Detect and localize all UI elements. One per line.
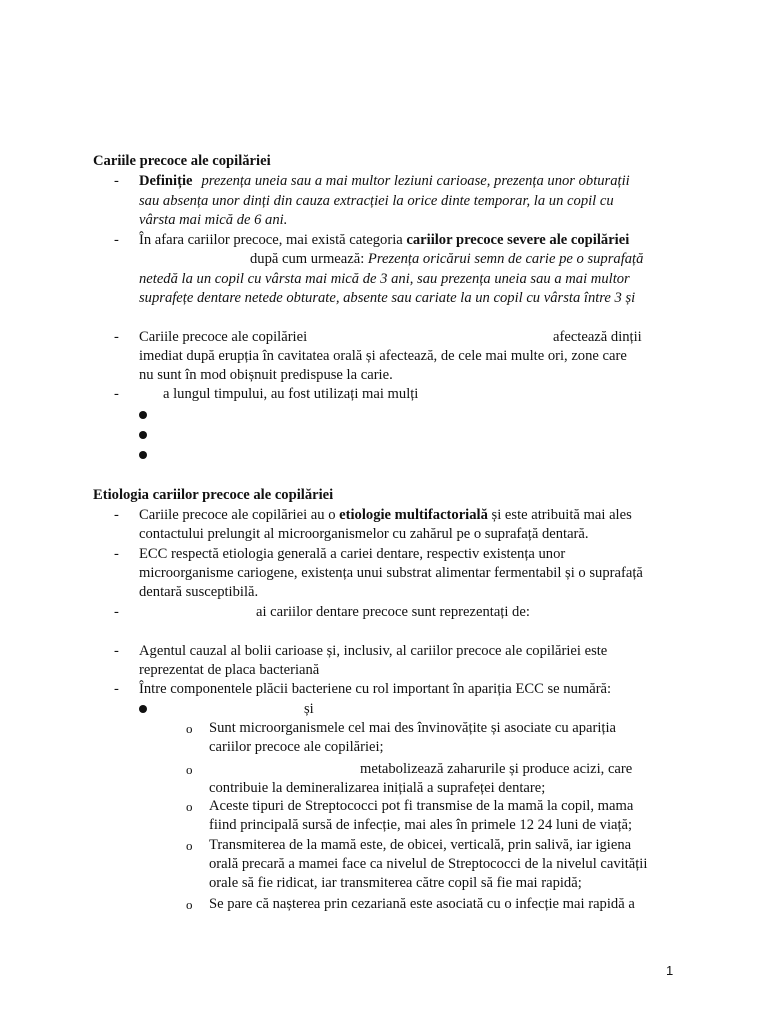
factors-line: ai cariilor dentare precoce sunt reprezentați de: <box>256 604 530 620</box>
dash-bullet: - <box>114 546 119 562</box>
affect-line-1b: afectează dinții <box>553 329 642 345</box>
sub-item-4-line-2: orală precară a mamei face ca nivelul de Streptococci de la nivelul cavității <box>209 856 648 872</box>
ecc-line-1: ECC respectă etiologia generală a cariei dentare, respectiv existența unor <box>139 546 566 562</box>
severe-line-3: netedă la un copil cu vârsta mai mică de 3 ani, sau prezența uneia sau a mai multor <box>139 271 630 287</box>
sub-item-1-line-1: Sunt microorganismele cel mai des învinovățite și asociate cu apariția <box>209 720 617 736</box>
affect-line-3: nu sunt în mod obișnuit predispuse la carie. <box>139 367 393 383</box>
multifactorial-tail: și este atribuită mai ales <box>487 507 632 523</box>
dash-bullet: - <box>114 643 119 659</box>
time-line: a lungul timpului, au fost utilizați mai mulți <box>163 386 419 402</box>
dash-bullet: - <box>114 386 119 402</box>
circle-bullet: o <box>186 799 193 814</box>
severe-text: În afara cariilor precoce, mai există categoria <box>139 232 407 248</box>
sub-item-1-line-2: cariilor precoce ale copilăriei; <box>209 739 384 755</box>
sub-item-2-line-1: metabolizează zaharurile și produce acizi, care <box>360 761 633 777</box>
multifactorial-line-2: contactului prelungit al microorganismelor cu zahărul pe o suprafață dentară. <box>139 526 589 542</box>
circle-bullet: o <box>186 897 193 912</box>
sub-item-3-line-1: Aceste tipuri de Streptococci pot fi transmise de la mamă la copil, mama <box>209 798 634 814</box>
bullet-dot <box>139 431 147 439</box>
dash-bullet: - <box>114 173 119 189</box>
dash-bullet: - <box>114 604 119 620</box>
dash-bullet: - <box>114 232 119 248</box>
definition-text: prezența uneia sau a mai multor leziuni carioase, prezența unor obturații <box>201 173 630 189</box>
circle-bullet: o <box>186 762 193 777</box>
circle-bullet: o <box>186 721 193 736</box>
affect-line-2: imediat după erupția în cavitatea orală și afectează, de cele mai multe ori, zone care <box>139 348 627 364</box>
severe-line-1 <box>139 231 629 250</box>
agent-line-2: reprezentat de placa bacteriană <box>139 662 320 678</box>
dash-bullet: - <box>114 329 119 345</box>
sub-item-5-line-1: Se pare că nașterea prin cezariană este asociată cu o infecție mai rapidă a <box>209 896 635 912</box>
ecc-line-3: dentară susceptibilă. <box>139 584 259 600</box>
section-title-ecc: Cariile precoce ale copilăriei <box>93 153 271 169</box>
sub-item-2-line-2: contribuie la demineralizarea inițială a suprafeței dentare; <box>209 780 546 796</box>
agent-line-1: Agentul cauzal al bolii carioase și, inclusiv, al cariilor precoce ale copilăriei este <box>139 643 608 659</box>
bullet-dot <box>139 705 147 713</box>
section-title-etiology: Etiologia cariilor precoce ale copilăriei <box>93 487 334 503</box>
severe-intro: după cum urmează: <box>250 251 368 267</box>
sub-item-4-line-3: orale să fie ridicat, iar transmiterea către copil să fie mai rapidă; <box>209 875 582 891</box>
page-number: 1 <box>666 963 674 978</box>
multifactorial-term: etiologie multifactorială <box>339 507 488 523</box>
dash-bullet: - <box>114 681 119 697</box>
definition-line-3: vârsta mai mică de 6 ani. <box>139 212 288 228</box>
dash-bullet: - <box>114 507 119 523</box>
conjunction-si: și <box>304 701 314 717</box>
severe-definition: Prezența oricărui semn de carie pe o suprafață <box>367 251 644 267</box>
severe-term: cariilor precoce severe ale copilăriei <box>406 232 630 248</box>
definition-label: Definiție <box>139 173 193 189</box>
definition-line-1 <box>139 172 630 191</box>
components-line: Între componentele plăcii bacteriene cu rol important în apariția ECC se numără: <box>139 681 612 697</box>
definition-line-2: sau absența unor dinți din cauza extracției la orice dinte temporar, la un copil cu <box>139 193 614 209</box>
sub-item-3-line-2: fiind principală sursă de infecție, mai ales în primele 12 24 luni de viață; <box>209 817 633 833</box>
severe-line-4: suprafețe dentare netede obturate, absente sau cariate la un copil cu vârsta între 3 și <box>139 290 636 306</box>
affect-line-1a: Cariile precoce ale copilăriei <box>139 329 308 345</box>
multifactorial-line-1 <box>139 506 632 525</box>
sub-item-4-line-1: Transmiterea de la mamă este, de obicei, verticală, prin salivă, iar igiena <box>209 837 632 853</box>
circle-bullet: o <box>186 838 193 853</box>
multifactorial-text: Cariile precoce ale copilăriei au o <box>139 507 340 523</box>
bullet-dot <box>139 411 147 419</box>
bullet-dot <box>139 451 147 459</box>
severe-line-2 <box>250 250 643 269</box>
ecc-line-2: microorganisme cariogene, existența unui substrat alimentar fermentabil și o suprafață <box>139 565 643 581</box>
